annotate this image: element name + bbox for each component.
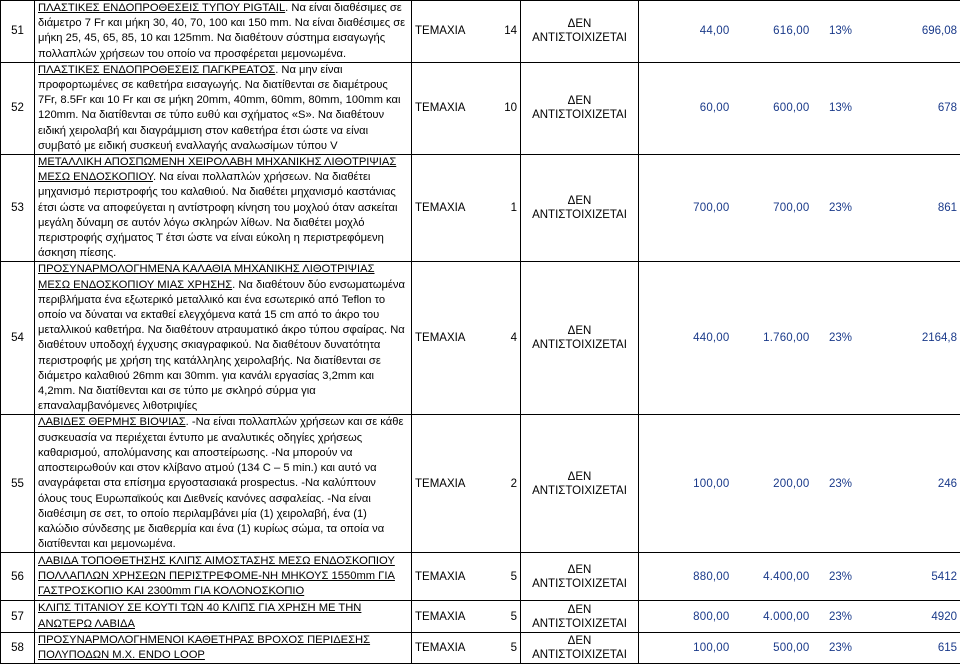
total-price: 616,00	[733, 1, 813, 63]
item-title: ΛΑΒΙΔΑ ΤΟΠΟΘΕΤΗΣΗΣ ΚΛΙΠΣ ΑΙΜΟΣΤΑΣΗΣ ΜΕΣΩ ΕΝΔΟΣΚΟΠΙΟΥ ΠΟΛΛΑΠΛΩΝ ΧΡΗΣΕΩΝ ΠΕΡΙΣΤΡΕΦΟΜΕ-ΝΗ ΜΗΚΟΥΣ 1550mm ΓΙΑ ΓΑΣΤΡΟΣΚΟΠΙΟ ΚΑΙ 2300mm ΓΙΑ ΚΟΛΟΝΟΣΚΟΠΙΟ	[38, 555, 395, 597]
unit-price: 100,00	[639, 632, 733, 663]
total-price: 200,00	[733, 415, 813, 553]
vat-rate: 23%	[813, 553, 869, 601]
row-number: 57	[1, 601, 35, 632]
total-price: 4.400,00	[733, 553, 813, 601]
item-title: ΠΛΑΣΤΙΚΕΣ ΕΝΔΟΠΡΟΘΕΣΕΙΣ ΠΑΓΚΡΕΑΤΟΣ	[38, 64, 275, 76]
unit: ΤΕΜΑΧΙΑ	[412, 601, 492, 632]
quantity: 1	[492, 155, 521, 262]
quantity: 5	[492, 601, 521, 632]
total-price: 600,00	[733, 62, 813, 154]
unit: ΤΕΜΑΧΙΑ	[412, 62, 492, 154]
total-price: 500,00	[733, 632, 813, 663]
table-row	[1, 632, 960, 663]
total-price: 700,00	[733, 155, 813, 262]
final-price: 5412	[869, 553, 960, 601]
row-number: 51	[1, 1, 35, 63]
unit: ΤΕΜΑΧΙΑ	[412, 415, 492, 553]
item-title: ΠΡΟΣΥΝΑΡΜΟΛΟΓΗΜΕΝΑ ΚΑΛΑΘΙΑ ΜΗΧΑΝΙΚΗΣ ΛΙΘΟΤΡΙΨΙΑΣ ΜΕΣΩ ΕΝΔΟΣΚΟΠΙΟΥ ΜΙΑΣ ΧΡΗΣΗΣ	[38, 263, 375, 290]
item-title: ΚΛΙΠΣ ΤΙΤΑΝΙΟΥ ΣΕ ΚΟΥΤΙ ΤΩΝ 40 ΚΛΙΠΣ ΓΙΑ ΧΡΗΣΗ ΜΕ ΤΗΝ ΑΝΩΤΕΡΩ ΛΑΒΙΔΑ	[38, 602, 361, 629]
unit: ΤΕΜΑΧΙΑ	[412, 1, 492, 63]
quantity: 5	[492, 553, 521, 601]
row-number: 54	[1, 262, 35, 415]
unit: ΤΕΜΑΧΙΑ	[412, 632, 492, 663]
final-price: 4920	[869, 601, 960, 632]
table-row	[1, 262, 960, 415]
vat-rate: 13%	[813, 62, 869, 154]
unit-price: 700,00	[639, 155, 733, 262]
row-number: 52	[1, 62, 35, 154]
match-status: ΔΕΝ ΑΝΤΙΣΤΟΙΧΙΖΕΤΑΙ	[521, 601, 639, 632]
item-details: . Να είναι πολλαπλών χρήσεων. Να διαθέτει μηχανισμό περιστροφής του καλαθιού. Να διαθέτει μηχανισμό καστάνιας έτσι ώστε να αποφεύγεται η αντίστροφη κίνηση του μοχλού όταν ασκείται μεγάλη δύναμη σε αυτόν λόγω σκληρών λίθων. Να διαθέτει μοχλό περιστροφής σχήματος Τ έτσι ώστε να είναι εύκολη η περιστρεφόμενη άσκηση πίεσης.	[38, 171, 397, 259]
vat-rate: 23%	[813, 262, 869, 415]
match-status: ΔΕΝ ΑΝΤΙΣΤΟΙΧΙΖΕΤΑΙ	[521, 62, 639, 154]
final-price: 861	[869, 155, 960, 262]
row-number: 55	[1, 415, 35, 553]
vat-rate: 23%	[813, 155, 869, 262]
final-price: 615	[869, 632, 960, 663]
item-title: ΛΑΒΙΔΕΣ ΘΕΡΜΗΣ ΒΙΟΨΙΑΣ	[38, 416, 186, 428]
row-number: 53	[1, 155, 35, 262]
unit: ΤΕΜΑΧΙΑ	[412, 262, 492, 415]
vat-rate: 23%	[813, 415, 869, 553]
quantity: 4	[492, 262, 521, 415]
unit-price: 440,00	[639, 262, 733, 415]
item-details: . -Να είναι πολλαπλών χρήσεων και σε κάθε συσκευασία να περιέχεται έντυπο με αναλυτικές οδηγίες χρήσεως καθαρισμού, απολύμανσης και αποστείρωσης. -Να μπορούν να αποστειρωθούν και στον κλίβανο ατμού (134 C – 5 min.) και αυτό να αναγράφεται στα επίσημα εργοστασιακά prospectus. -Να καλύπτουν όλους τους Ευρωπαϊκούς και Διεθνείς κανόνες ασφαλείας. -Να είναι διαθέσιμη σε σετ, το οποίο περιλαμβάνει μία (1) χειρολαβή, ένα (1) καλώδιο σύνδεσης με διαθερμία και ένα (1) κυρίως σώμα, τα οποία να διατίθενται και μεμονωμένα.	[38, 416, 403, 550]
final-price: 696,08	[869, 1, 960, 63]
item-description	[35, 553, 412, 601]
unit-price: 44,00	[639, 1, 733, 63]
item-title: ΠΡΟΣΥΝΑΡΜΟΛΟΓΗΜΕΝΟΙ ΚΑΘΕΤΗΡΑΣ ΒΡΟΧΟΣ ΠΕΡΙΔΕΣΗΣ ΠΟΛΥΠΟΔΩΝ Μ.Χ. ENDO LOOP	[38, 634, 370, 661]
total-price: 1.760,00	[733, 262, 813, 415]
total-price: 4.000,00	[733, 601, 813, 632]
match-status: ΔΕΝ ΑΝΤΙΣΤΟΙΧΙΖΕΤΑΙ	[521, 1, 639, 63]
row-number: 56	[1, 553, 35, 601]
item-description	[35, 601, 412, 632]
table-row	[1, 415, 960, 553]
final-price: 678	[869, 62, 960, 154]
item-description	[35, 1, 412, 63]
table-row	[1, 155, 960, 262]
row-number: 58	[1, 632, 35, 663]
vat-rate: 23%	[813, 601, 869, 632]
match-status: ΔΕΝ ΑΝΤΙΣΤΟΙΧΙΖΕΤΑΙ	[521, 632, 639, 663]
table-row	[1, 601, 960, 632]
match-status: ΔΕΝ ΑΝΤΙΣΤΟΙΧΙΖΕΤΑΙ	[521, 553, 639, 601]
quantity: 2	[492, 415, 521, 553]
table-row	[1, 62, 960, 154]
unit: ΤΕΜΑΧΙΑ	[412, 155, 492, 262]
item-title: ΠΛΑΣΤΙΚΕΣ ΕΝΔΟΠΡΟΘΕΣΕΙΣ ΤΥΠΟΥ PIGTAIL	[38, 2, 285, 14]
unit-price: 60,00	[639, 62, 733, 154]
item-description	[35, 155, 412, 262]
table-row	[1, 553, 960, 601]
quantity: 5	[492, 632, 521, 663]
quantity: 14	[492, 1, 521, 63]
match-status: ΔΕΝ ΑΝΤΙΣΤΟΙΧΙΖΕΤΑΙ	[521, 262, 639, 415]
match-status: ΔΕΝ ΑΝΤΙΣΤΟΙΧΙΖΕΤΑΙ	[521, 415, 639, 553]
item-details: . Να είναι διαθέσιμες σε διάμετρο 7 Fr και μήκη 30, 40, 70, 100 και 150 mm. Να είναι διαθέσιμες σε μήκη 25, 45, 65, 85, 10 και 125mm. Να διαθέτουν σύστημα εισαγωγής πολλαπλών χρήσεων του οποίο να προσφέρεται μεμονωμένα.	[38, 2, 405, 60]
quantity: 10	[492, 62, 521, 154]
unit: ΤΕΜΑΧΙΑ	[412, 553, 492, 601]
unit-price: 100,00	[639, 415, 733, 553]
item-description	[35, 62, 412, 154]
item-description	[35, 632, 412, 663]
vat-rate: 23%	[813, 632, 869, 663]
vat-rate: 13%	[813, 1, 869, 63]
final-price: 246	[869, 415, 960, 553]
item-description	[35, 262, 412, 415]
final-price: 2164,8	[869, 262, 960, 415]
unit-price: 880,00	[639, 553, 733, 601]
item-details: . Να διαθέτουν δύο ενσωματωμένα περιβλήματα ένα εξωτερικό μεταλλικό και ένα εσωτερικό από Teflon το οποίο να δύναται να εκταθεί ελεγχόμενα κατά 15 cm από το άκρο του μεταλλικού καθετήρα. Να διαθέτουν ατραυματικό άκρο τύπου σφαίρας. Να διαθέτουν υποδοχή έγχυσης σκιαγραφικού. Να διαθέτουν δυνατότητα περιστροφής με χρήση της κατάλληλης χειρολαβής. Να διατίθενται σε διάμετρο καλαθιού 26mm και 30mm. για κανάλι εργασίας 3,2mm και 4,2mm. Να διατίθενται και σε τύπο με σκληρό σύρμα για επαναλαμβανόμενες λιθοτριψίες	[38, 279, 405, 413]
item-description	[35, 415, 412, 553]
item-details: . Να μην είναι προφορτωμένες σε καθετήρα εισαγωγής. Να διατίθενται σε διαμέτρους 7Fr, 8.5Fr και 10 Fr και σε μήκη 20mm, 40mm, 60mm, 80mm, 100mm και 120mm. Να διατίθενται σε τύπο ευθύ και σχήματος «S». Να διαθέτουν ειδική χειρολαβή και διαγράμμιση στον καθετήρα έτσι ώστε να είναι συμβατό με ειδική συσκευή εναλλαγής αναλωσίμων τύπου V	[38, 64, 400, 152]
item-title: ΜΕΤΑΛΛΙΚΗ ΑΠΟΣΠΩΜΕΝΗ ΧΕΙΡΟΛΑΒΗ ΜΗΧΑΝΙΚΗΣ ΛΙΘΟΤΡΙΨΙΑΣ ΜΕΣΩ ΕΝΔΟΣΚΟΠΙΟΥ	[38, 156, 396, 183]
match-status: ΔΕΝ ΑΝΤΙΣΤΟΙΧΙΖΕΤΑΙ	[521, 155, 639, 262]
unit-price: 800,00	[639, 601, 733, 632]
table-row	[1, 1, 960, 63]
